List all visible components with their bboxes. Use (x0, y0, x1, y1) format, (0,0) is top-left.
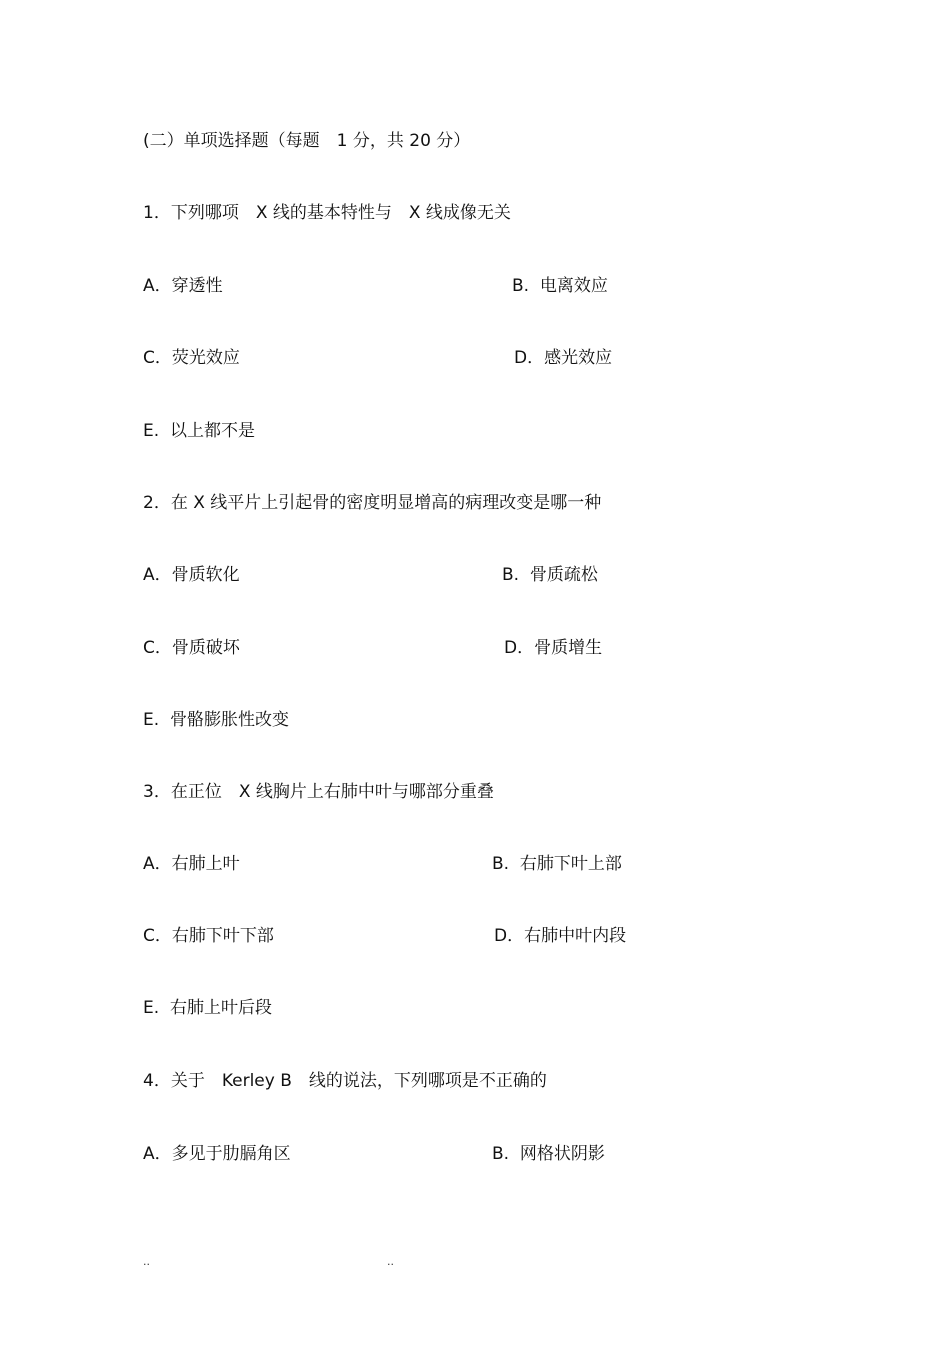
section-title: (二）单项选择题（每题 1 分，共 20 分） (143, 131, 471, 151)
question-1-option-a: A．穿透性 (143, 276, 223, 296)
question-3-option-b: B. 右肺下叶上部 (492, 854, 622, 874)
question-4-option-a: A．多见于肋膈角区 (143, 1144, 291, 1164)
question-3-stem: 3．在正位 X 线胸片上右肺中叶与哪部分重叠 (143, 782, 494, 802)
question-1-stem: 1．下列哪项 X 线的基本特性与 X 线成像无关 (143, 203, 511, 223)
question-2-option-c: C．骨质破坏 (143, 638, 240, 658)
question-1-option-c: C．荧光效应 (143, 348, 240, 368)
question-4-stem: 4．关于 Kerley B 线的说法，下列哪项是不正确的 (143, 1071, 547, 1091)
question-2-option-b: B. 骨质疏松 (502, 565, 598, 585)
question-3-option-a: A．右肺上叶 (143, 854, 240, 874)
question-3-option-c: C．右肺下叶下部 (143, 926, 274, 946)
footer-right-mark: .. (387, 1255, 394, 1268)
question-2-option-e: E. 骨骼膨胀性改变 (143, 710, 289, 730)
footer-left-mark: .. (143, 1255, 150, 1268)
question-3-option-e: E. 右肺上叶后段 (143, 998, 272, 1018)
question-2-option-a: A．骨质软化 (143, 565, 240, 585)
question-1-option-d: D．感光效应 (514, 348, 613, 368)
question-1-option-e: E. 以上都不是 (143, 421, 255, 441)
question-3-option-d: D．右肺中叶内段 (494, 926, 627, 946)
question-2-stem: 2．在 X 线平片上引起骨的密度明显增高的病理改变是哪一种 (143, 493, 602, 513)
question-1-option-b: B. 电离效应 (512, 276, 608, 296)
question-2-option-d: D．骨质增生 (504, 638, 603, 658)
question-4-option-b: B. 网格状阴影 (492, 1144, 605, 1164)
